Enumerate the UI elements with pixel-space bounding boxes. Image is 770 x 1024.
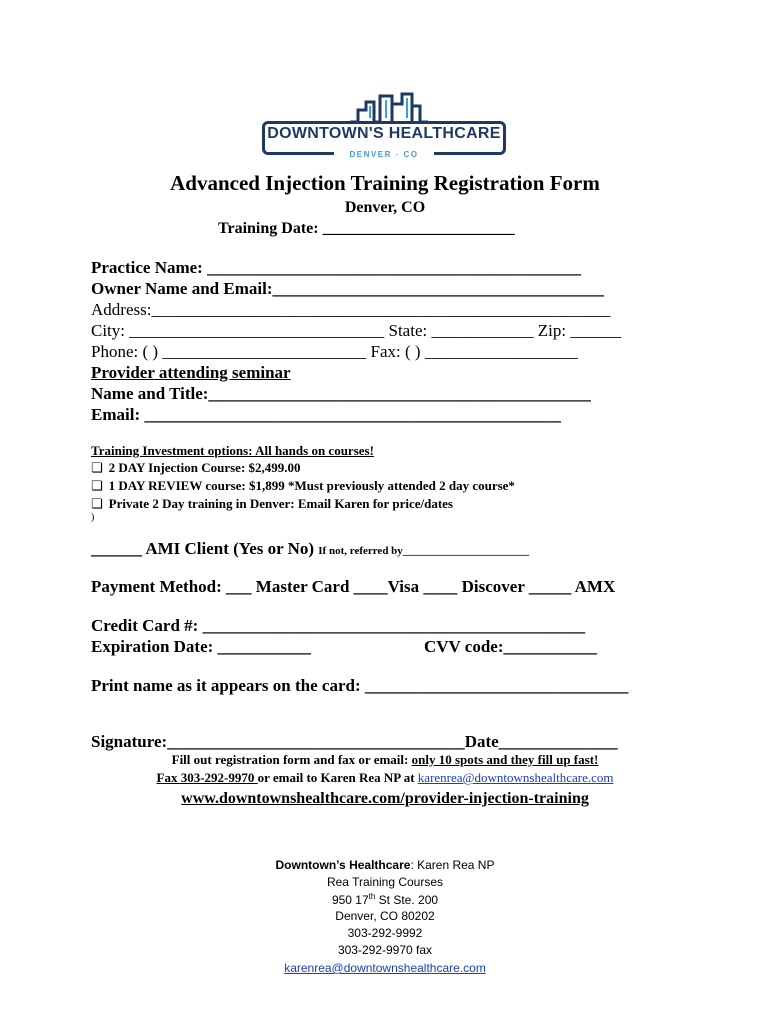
- city-state-zip-fields[interactable]: City: ______________________________ State: ____________ Zip: ______: [91, 321, 622, 340]
- instructions-line: Fill out registration form and fax or email: only 10 spots and they fill up fast!: [171, 752, 599, 767]
- spots-warning: only 10 spots and they fill up fast!: [411, 752, 599, 767]
- logo-name: DOWNTOWN'S HEALTHCARE: [267, 125, 501, 142]
- provider-email-field[interactable]: Email: _________________________________________________: [91, 405, 561, 424]
- provider-name-title-field[interactable]: Name and Title:_____________________________________________: [91, 384, 591, 403]
- skyline-icon: [350, 92, 430, 124]
- checkbox-icon[interactable]: ❏: [91, 497, 103, 512]
- logo-subtitle: DENVER · CO: [334, 150, 434, 159]
- contact-phone: 303-292-9992: [347, 926, 423, 940]
- website-link[interactable]: www.downtownshealthcare.com/provider-injection-training: [181, 790, 589, 807]
- address-field[interactable]: Address:______________________________________________________: [91, 300, 611, 319]
- practice-name-field[interactable]: Practice Name: ____________________________________________: [91, 258, 582, 277]
- stray-mark: ): [91, 512, 95, 523]
- contact-street: 950 17th St Ste. 200: [331, 892, 439, 907]
- ami-blank[interactable]: ______: [91, 539, 142, 558]
- fax-email-line: Fax 303-292-9970 or email to Karen Rea NP at karenrea@downtownshealthcare.com: [156, 770, 614, 785]
- contact-email-link[interactable]: karenrea@downtownshealthcare.com: [284, 961, 486, 975]
- option-item[interactable]: ❏ 1 DAY REVIEW course: $1,899 *Must previously attended 2 day course*: [91, 478, 515, 494]
- email-link[interactable]: karenrea@downtownshealthcare.com: [417, 770, 614, 785]
- ami-client-field[interactable]: [91, 539, 529, 559]
- checkbox-icon[interactable]: ❏: [91, 479, 103, 494]
- phone-fax-fields[interactable]: Phone: ( ) ________________________ Fax: ( ) __________________: [91, 342, 578, 361]
- options-heading: Training Investment options: All hands on courses!: [91, 443, 374, 458]
- print-name-field[interactable]: Print name as it appears on the card: _______________________________: [91, 676, 629, 695]
- credit-card-field[interactable]: Credit Card #: _____________________________________________: [91, 616, 586, 635]
- contact-org-line: Downtown’s Healthcare: Karen Rea NP: [275, 858, 495, 872]
- option-item[interactable]: ❏ 2 DAY Injection Course: $2,499.00: [91, 460, 301, 476]
- training-date-field[interactable]: Training Date: ________________________: [218, 220, 515, 237]
- page-title: Advanced Injection Training Registration Form: [170, 171, 600, 195]
- expiration-date-field[interactable]: Expiration Date: ___________: [91, 637, 312, 656]
- provider-heading: Provider attending seminar: [91, 363, 291, 382]
- payment-method-field[interactable]: Payment Method: ___ Master Card ____Visa ____ Discover _____ AMX: [91, 577, 616, 596]
- checkbox-icon[interactable]: ❏: [91, 461, 103, 476]
- contact-company: Rea Training Courses: [326, 875, 444, 889]
- contact-city: Denver, CO 80202: [335, 909, 435, 923]
- referred-by-field[interactable]: If not, referred by_______________________: [318, 545, 530, 557]
- fax-number: Fax 303-292-9970: [156, 770, 258, 785]
- owner-name-email-field[interactable]: Owner Name and Email:_______________________________________: [91, 279, 604, 298]
- ami-label: AMI Client (Yes or No): [145, 539, 315, 558]
- signature-date-field[interactable]: Signature:___________________________________Date______________: [91, 732, 618, 751]
- option-item[interactable]: ❏ Private 2 Day training in Denver: Email Karen for price/dates: [91, 496, 453, 512]
- location: Denver, CO: [344, 199, 426, 216]
- cvv-field[interactable]: CVV code:___________: [424, 637, 597, 656]
- contact-org: Downtown’s Healthcare: [275, 858, 411, 872]
- contact-fax: 303-292-9970 fax: [337, 943, 433, 957]
